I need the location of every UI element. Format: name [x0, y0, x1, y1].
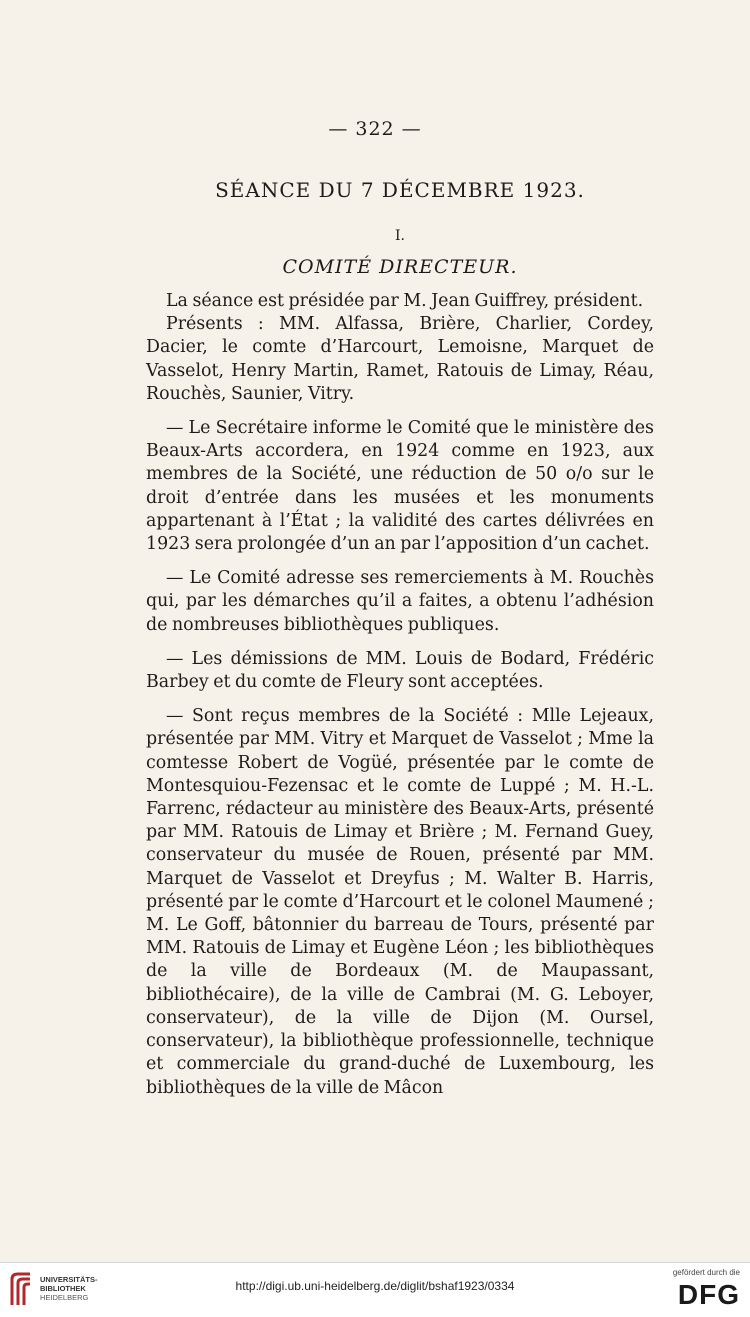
section-number: I.	[395, 228, 405, 244]
dfg-logo: DFG	[677, 1279, 740, 1310]
session-heading: SÉANCE DU 7 DÉCEMBRE 1923.	[215, 178, 585, 202]
footer-bar	[0, 1262, 750, 1317]
body-text	[146, 290, 654, 1111]
page-number: — 322 —	[328, 118, 422, 140]
paragraph: — Sont reçus membres de la Société : Mlle Lejeaux, présentée par MM. Vitry et Marquet de Vasselot ; Mme la comtesse Robert de Vogüé, présentée par le comte de Montesquiou-Fezensac et le comte de Luppé ; M. H.-L. Farrenc, rédacteur au ministère des Beaux-Arts, présenté par MM. Ratouis de Limay et Brière ; M. Fernand Guey, conservateur du musée de Rouen, présenté par MM. Marquet de Vasselot et Dreyfus ; M. Walter B. Harris, présenté par le comte d’Harcourt et le colonel Maumené ; M. Le Goff, bâtonnier du barreau de Tours, présenté par MM. Ratouis de Limay et Eugène Léon ; les bibliothèques de la ville de Bordeaux (M. de Maupassant, bibliothécaire), de la ville de Cambrai (M. G. Leboyer, conservateur), de la ville de Dijon (M. Oursel, conservateur), la bibliothèque professionnelle, technique et commerciale du grand-duché de Luxembourg, les bibliothèques de la ville de Mâcon	[146, 706, 654, 1098]
paragraph: La séance est présidée par M. Jean Guiffrey, président.	[166, 291, 644, 311]
paragraph: — Le Comité adresse ses remerciements à M. Rouchès qui, par les démarches qu’il a faites, a obtenu l’adhésion de nombreuses bibliothèques publiques.	[146, 568, 654, 635]
section-title: COMITÉ DIRECTEUR.	[282, 256, 518, 278]
funding-text: gefördert durch die	[672, 1268, 740, 1277]
paragraph: Présents : MM. Alfassa, Brière, Charlier, Cordey, Dacier, le comte d’Harcourt, Lemoisne, Marquet de Vasselot, Henry Martin, Ramet, Ratouis de Limay, Réau, Rouchès, Saunier, Vitry.	[146, 314, 654, 404]
paragraph: — Les démissions de MM. Louis de Bodard, Frédéric Barbey et du comte de Fleury sont acceptées.	[146, 648, 654, 693]
source-url-link[interactable]: http://digi.ub.uni-heidelberg.de/diglit/bshaf1923/0334	[235, 1279, 515, 1293]
university-library-name: UNIVERSITÄTS- BIBLIOTHEK HEIDELBERG	[40, 1275, 98, 1302]
paragraph: — Le Secrétaire informe le Comité que le ministère des Beaux-Arts accordera, en 1924 comme en 1923, aux membres de la Société, une réduction de 50 o/o sur le droit d’entrée dans les musées et les monuments appartenant à l’État ; la validité des cartes délivrées en 1923 sera prolongée d’un an par l’apposition d’un cachet.	[146, 418, 654, 555]
